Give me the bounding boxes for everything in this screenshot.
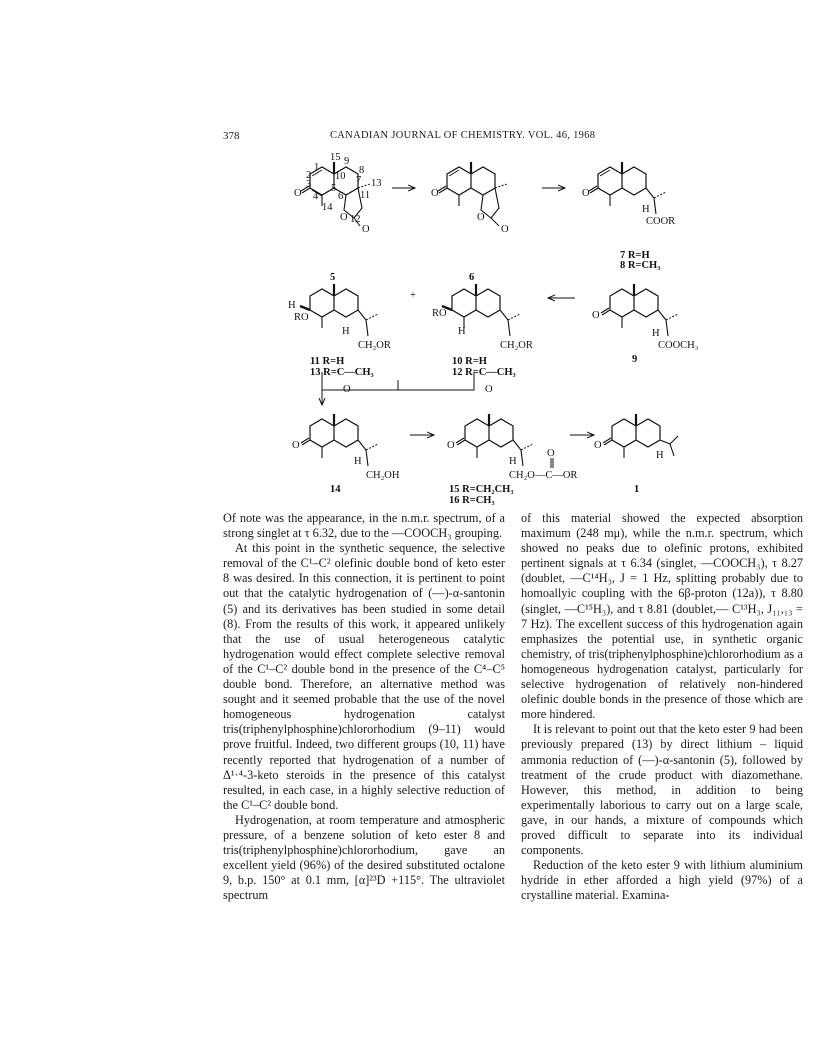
compound-11-13 [288, 284, 391, 395]
reaction-scheme-svg [0, 150, 815, 506]
svg-text:COOCH₃: COOCH₃ [658, 340, 699, 351]
page-number: 378 [223, 130, 240, 142]
paragraph: Of note was the appearance, in the n.m.r. spectrum, of a strong singlet at τ 6.32, due to the —COOCH₃ grouping. [223, 511, 505, 541]
svg-text:8: 8 [359, 165, 365, 176]
svg-text:O: O [292, 440, 300, 451]
svg-text:COOR: COOR [646, 216, 676, 227]
svg-text:H: H [458, 326, 466, 337]
compound-14 [292, 414, 400, 495]
svg-text:O: O [485, 384, 493, 395]
page-header [0, 130, 815, 146]
label-14: 14 [330, 484, 341, 495]
paragraph: At this point in the synthetic sequence, the selective removal of the C¹–C² olefinic double bond of keto ester 8 was desired. In this connection, it is pertinent to point out that the catalytic hydrogenation of (—)-α-santonin (5) and its derivatives has been studied in some detail (8). From the results of this work, it appeared unlikely that the use of usual heterogeneous catalytic hydrogenation would effect complete selective removal of the C¹–C² double bond in the presence of the C⁴–C⁵ double bond. Therefore, an alternative method was sought and it seemed probable that the use of the novel homogeneous hydrogenation catalyst tris(triphenylphosphine)chlororhodium (9–11) would prove fruitful. Indeed, two different groups (10, 11) have recently reported that hydrogenation of a number of Δ¹·⁴-3-keto steroids in the presence of this catalyst resulted, in each case, in a highly selective reduction of the C¹–C² double bond. [223, 541, 505, 812]
compound-7-8 [582, 162, 675, 271]
svg-text:7: 7 [356, 175, 362, 186]
svg-text:O: O [547, 448, 555, 459]
reaction-scheme [0, 150, 815, 506]
label-1: 1 [634, 484, 640, 495]
running-head: CANADIAN JOURNAL OF CHEMISTRY. VOL. 46, 1968 [330, 130, 596, 141]
compound-10-12 [432, 284, 533, 395]
svg-text:O: O [362, 224, 370, 235]
label-8: 8 R=CH₃ [620, 260, 661, 271]
svg-text:13: 13 [371, 178, 382, 189]
svg-text:9: 9 [344, 156, 350, 167]
label-7: 7 R=H [620, 250, 650, 261]
svg-text:15: 15 [330, 152, 341, 163]
svg-text:CH₂O—C—OR: CH₂O—C—OR [509, 470, 578, 481]
svg-text:5: 5 [331, 183, 337, 194]
compound-1 [594, 414, 678, 495]
paragraph: Reduction of the keto ester 9 with lithium aluminium hydride in ether afforded a high yield (97%) of a crystalline material. Examina- [521, 858, 803, 903]
svg-text:H: H [354, 456, 362, 467]
svg-text:6: 6 [338, 191, 344, 202]
svg-text:O: O [477, 212, 485, 223]
svg-text:H: H [656, 450, 664, 461]
svg-text:O: O [592, 310, 600, 321]
svg-text:O: O [431, 188, 439, 199]
svg-text:1: 1 [314, 162, 320, 173]
compound-6 [431, 162, 509, 283]
svg-text:H: H [288, 300, 296, 311]
svg-text:11: 11 [360, 190, 371, 201]
compound-9 [592, 284, 699, 365]
svg-text:10: 10 [335, 171, 346, 182]
label-16: 16 R=CH₃ [449, 495, 495, 506]
label-10: 10 R=H [452, 356, 487, 367]
label-9: 9 [632, 354, 638, 365]
paragraph: Hydrogenation, at room temperature and atmospheric pressure, of a benzene solution of keto ester 8 and tris(triphenylphosphine)chlororhodium, gave an excellent yield (96%) of the desired substituted octalone 9, b.p. 150° at 0.1 mm, [α]²³D +115°. The ultraviolet spectrum [223, 812, 505, 903]
label-15: 15 R=CH₂CH₃ [449, 484, 514, 495]
svg-text:H: H [342, 326, 350, 337]
svg-text:O: O [294, 188, 302, 199]
label-12: 12 R=C—CH₃ [452, 367, 516, 378]
label-5: 5 [330, 272, 336, 283]
svg-text:RO: RO [432, 308, 447, 319]
label-13: 13 R=C—CH₃ [310, 367, 374, 378]
svg-text:O: O [582, 188, 590, 199]
svg-text:O: O [594, 440, 602, 451]
svg-text:O: O [447, 440, 455, 451]
left-column [223, 511, 505, 903]
svg-text:H: H [642, 204, 650, 215]
svg-text:RO: RO [294, 312, 309, 323]
svg-text:O: O [501, 224, 509, 235]
svg-text:O: O [340, 212, 348, 223]
svg-text:4: 4 [313, 191, 319, 202]
label-6: 6 [469, 272, 475, 283]
svg-text:CH₂OR: CH₂OR [358, 340, 391, 351]
svg-text:CH₂OR: CH₂OR [500, 340, 533, 351]
compound-5 [294, 152, 382, 283]
label-11: 11 R=H [310, 356, 345, 367]
compound-15-16 [447, 414, 577, 506]
svg-text:3: 3 [306, 179, 312, 190]
svg-text:O: O [343, 384, 351, 395]
svg-text:14: 14 [322, 202, 333, 213]
svg-text:2: 2 [306, 170, 312, 181]
svg-text:CH₂OH: CH₂OH [366, 470, 400, 481]
paragraph: It is relevant to point out that the keto ester 9 had been previously prepared (13) by direct lithium – liquid ammonia reduction of (—)-α-santonin (5), followed by treatment of the crude product with diazomethane. However, this method, in addition to being experimentally laborious to carry out on a large scale, gave, in our hands, a mixture of compounds which proved difficult to separate into its individual components. [521, 722, 803, 858]
right-column [521, 511, 803, 903]
svg-text:12: 12 [350, 214, 361, 225]
svg-text:+: + [410, 290, 416, 301]
svg-text:H: H [652, 328, 660, 339]
paragraph: of this material showed the expected absorption maximum (248 mμ), while the n.m.r. spectrum, which showed no peaks due to olefinic protons, exhibited pertinent signals at τ 6.34 (singlet, —COOCH₃), τ 8.27 (doublet, —C¹⁴H₃, J = 1 Hz, splitting probably due to homoallyic coupling with the 6β-proton (12a)), τ 8.80 (singlet, —C¹⁵H₃), and τ 8.81 (doublet,— C¹³H₃, J₁₁,₁₃ = 7 Hz). The excellent success of this hydrogenation again emphasizes the potential use, in synthetic organic chemistry, of tris(triphenylphosphine)chlororhodium as a homogeneous hydrogenation catalyst, particularly for selective hydrogenation of relatively non-hindered olefinic double bonds in the presence of those which are more hindered. [521, 511, 803, 722]
svg-text:H: H [509, 456, 517, 467]
